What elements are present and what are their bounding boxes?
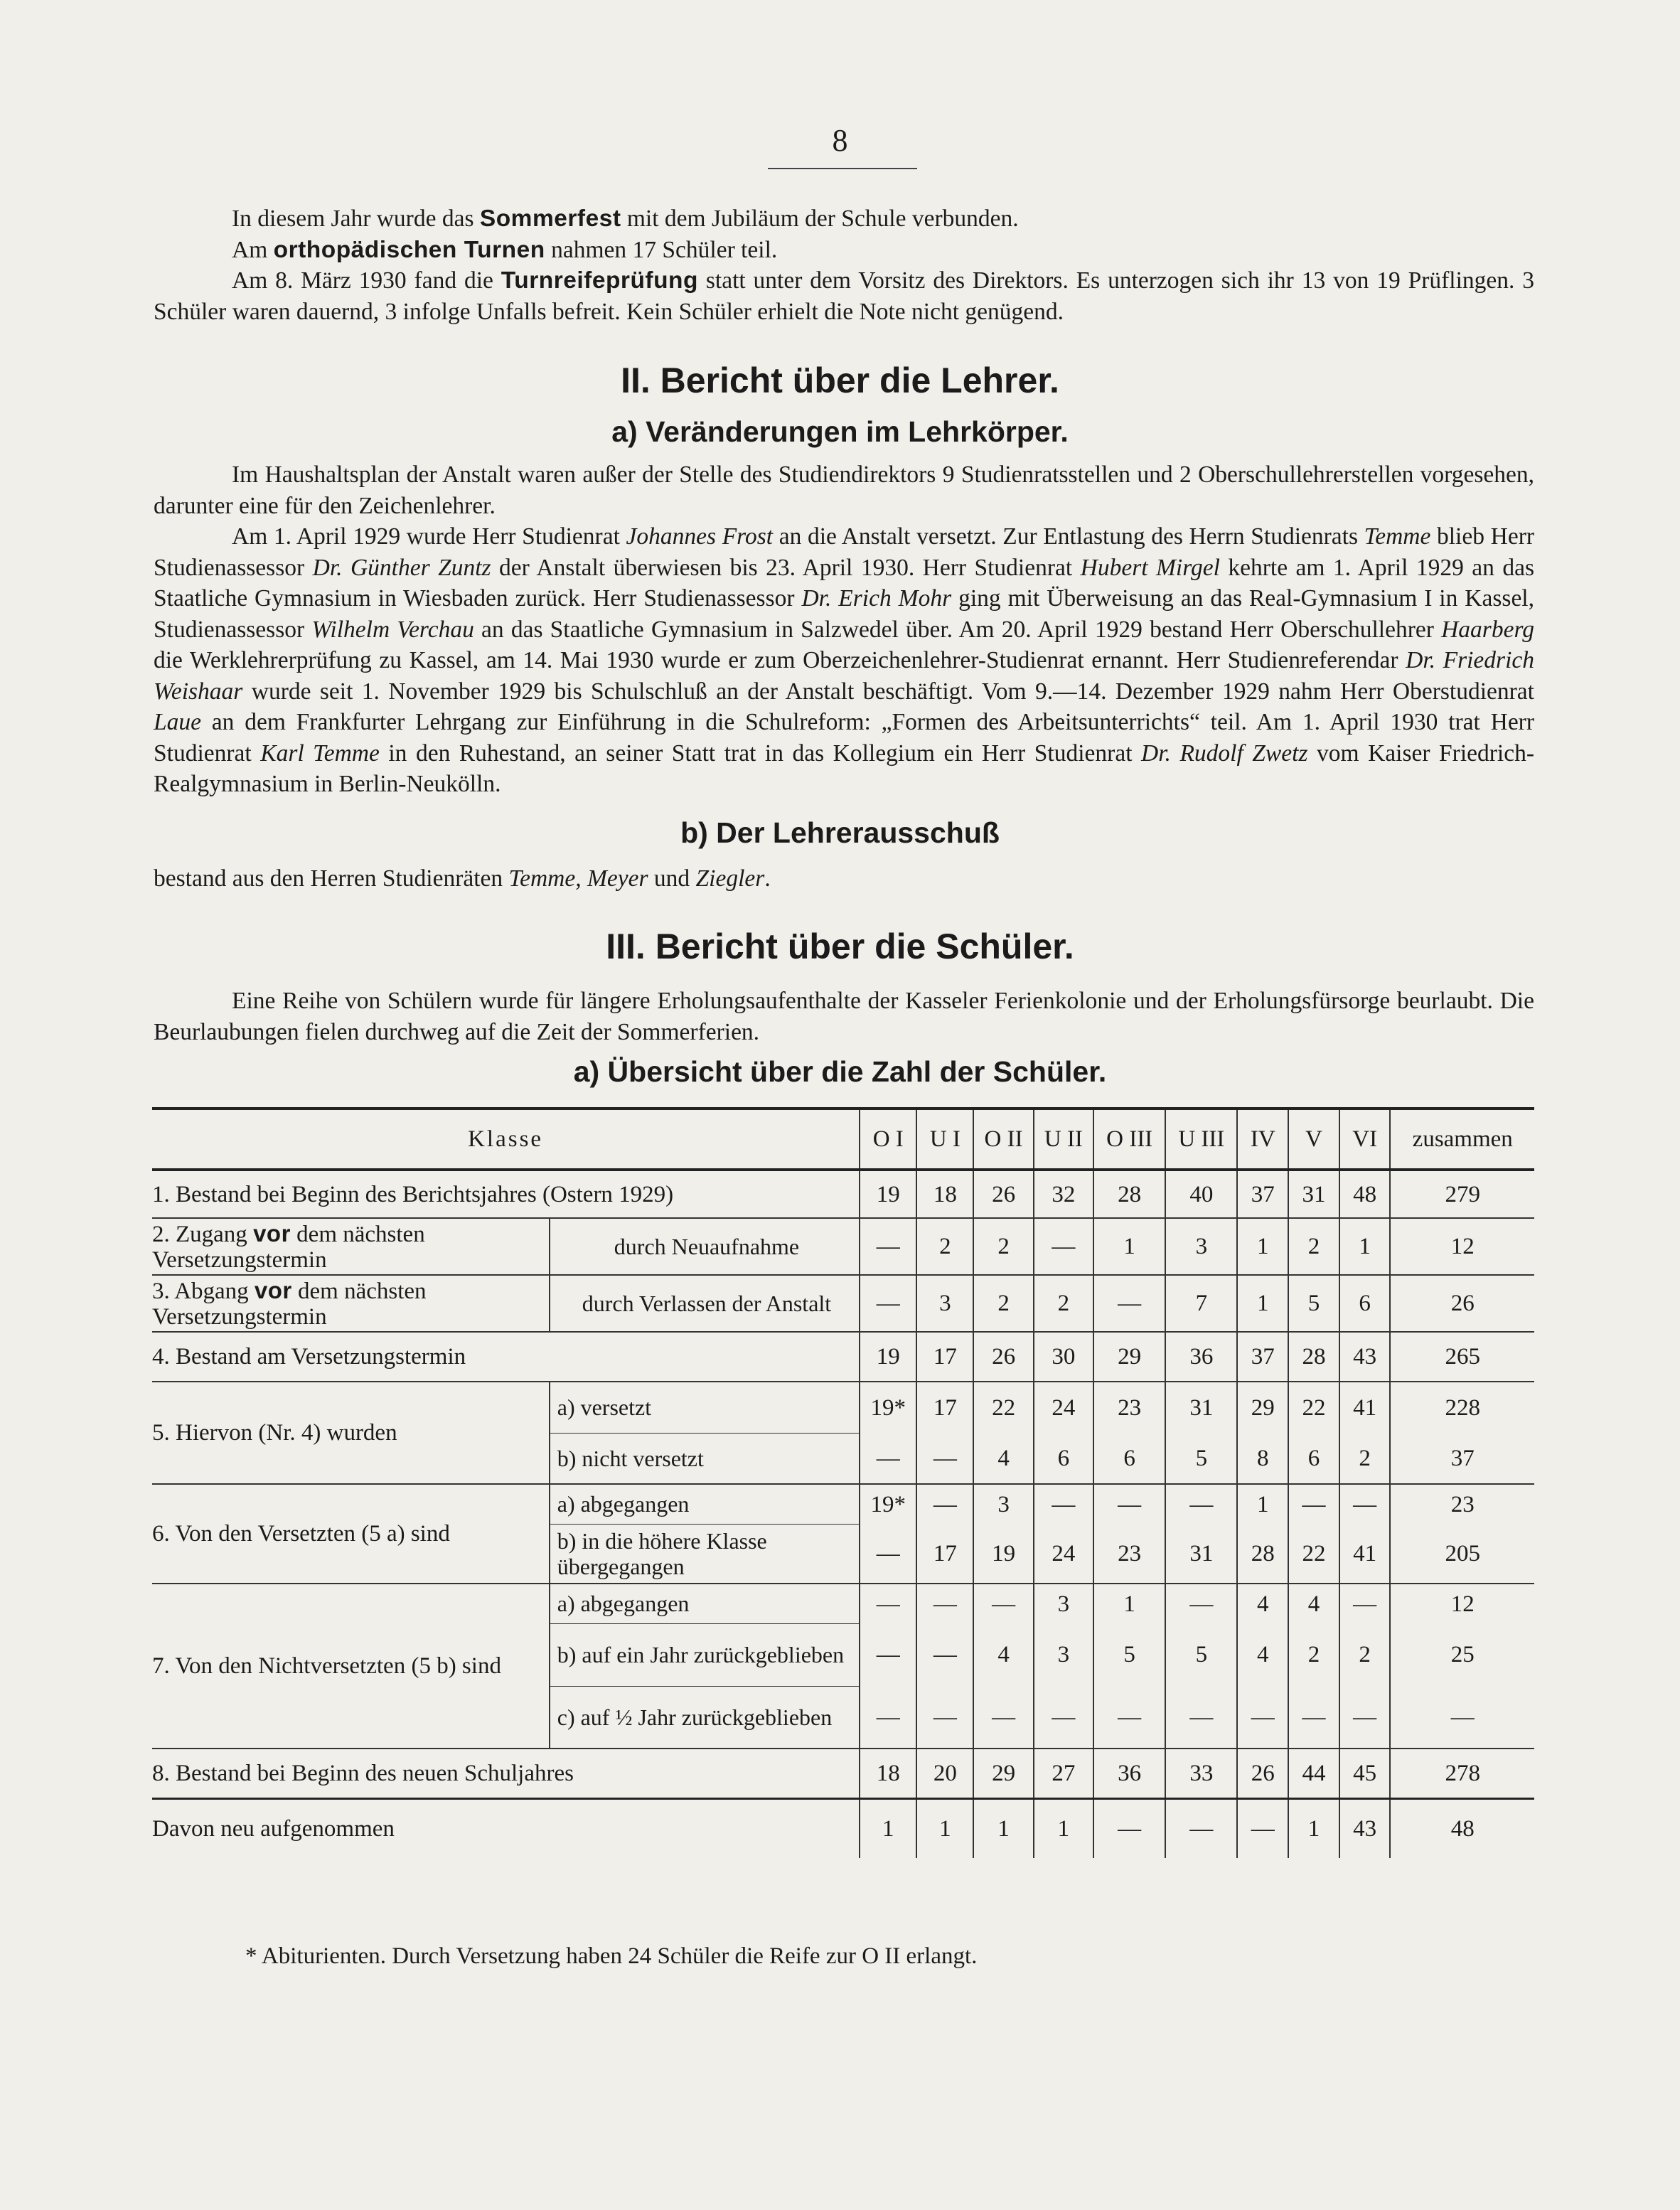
cell: 28: [1237, 1524, 1288, 1584]
cell: 28: [1288, 1332, 1339, 1382]
cell: 19: [860, 1170, 916, 1218]
intro-sentence-2: Am orthopädischen Turnen nahmen 17 Schüler teil.: [232, 236, 778, 263]
row-sublabel: durch Verlassen der Anstalt: [550, 1275, 860, 1332]
section-2-para-2: Am 1. April 1929 wurde Herr Studienrat Johannes Frost an die Anstalt versetzt. Zur Entlastung des Herrn Studienrats Temme blieb Herr Studienassessor Dr. Günther Zuntz der Anstalt überwiesen bis 23. April 1930. Herr Studienrat Hubert Mirgel kehrte am 1. April 1929 an das Staatliche Gymnasium in Wiesbaden zurück. Herr Studienassessor Dr. Erich Mohr ging mit Überweisung an das Real-Gymnasium I in Kassel, Studienassessor Wilhelm Verchau an das Staatliche Gymnasium in Salzwedel über. Am 20. April 1929 bestand Herr Oberschullehrer Haarberg die Werklehrerprüfung zu Kassel, am 14. Mai 1930 wurde er zum Oberzeichenlehrer-Studienrat ernannt. Herr Studienreferendar Dr. Friedrich Weishaar wurde seit 1. November 1929 bis Schulschluß an der Anstalt beschäftigt. Vom 9.—14. Dezember 1929 nahm Herr Oberstudienrat Laue an dem Frankfurter Lehrgang zur Einführung in die Schulreform: „Formen des Arbeitsunterrichts“ teil. Am 1. April 1930 trat Herr Studienrat Karl Temme in den Ruhestand, an seiner Statt trat in das Kollegium ein Herr Studienrat Dr. Rudolf Zwetz vom Kaiser Friedrich-Realgymnasium in Berlin-Neukölln.: [154, 523, 1535, 797]
cell: 2: [1339, 1433, 1391, 1484]
cell: 1: [1237, 1484, 1288, 1524]
section-2-para-1: Im Haushaltsplan der Anstalt waren außer der Stelle des Studiendirektors 9 Studienratsstellen und 2 Oberschullehrerstellen vorgesehen, darunter eine für den Zeichenlehrer.: [154, 461, 1534, 519]
cell: 12: [1390, 1584, 1534, 1623]
cell: 29: [1237, 1382, 1288, 1433]
cell: —: [1034, 1686, 1093, 1749]
header-klasse: Klasse: [152, 1109, 860, 1170]
cell: —: [1093, 1686, 1165, 1749]
cell: —: [916, 1433, 973, 1484]
cell: 3: [916, 1275, 973, 1332]
cell: 37: [1237, 1332, 1288, 1382]
cell: 19: [973, 1524, 1033, 1584]
cell: 5: [1093, 1623, 1165, 1686]
cell: —: [1034, 1484, 1093, 1524]
cell: 5: [1165, 1623, 1237, 1686]
section-2-title: II. Bericht über die Lehrer.: [621, 361, 1059, 400]
cell: 43: [1339, 1798, 1391, 1858]
cell: 2: [916, 1218, 973, 1275]
cell: 1: [1237, 1218, 1288, 1275]
header-col: O I: [860, 1109, 916, 1170]
cell: 29: [1093, 1332, 1165, 1382]
header-col: U II: [1034, 1109, 1093, 1170]
table-row: [152, 1170, 1534, 1218]
table-row: [152, 1484, 1534, 1524]
row-sublabel: b) nicht versetzt: [550, 1433, 860, 1484]
cell: 1: [973, 1798, 1033, 1858]
cell: —: [1237, 1798, 1288, 1858]
cell: 7: [1165, 1275, 1237, 1332]
cell: —: [1390, 1686, 1534, 1749]
cell: —: [1093, 1484, 1165, 1524]
section-3a-heading: a) Übersicht über die Zahl der Schüler.: [573, 1055, 1107, 1088]
section-2b-heading: b) Der Lehrerausschuß: [680, 816, 1000, 849]
cell: 279: [1390, 1170, 1534, 1218]
row-label: 8. Bestand bei Beginn des neuen Schuljahres: [152, 1760, 574, 1786]
cell: 1: [1093, 1584, 1165, 1623]
cell: 26: [973, 1332, 1033, 1382]
cell: 24: [1034, 1524, 1093, 1584]
table-header-row: [152, 1109, 1534, 1170]
cell: 17: [916, 1382, 973, 1433]
cell: 23: [1093, 1524, 1165, 1584]
cell: 3: [1034, 1584, 1093, 1623]
row-sublabel: c) auf ½ Jahr zurückgeblieben: [550, 1686, 860, 1749]
cell: —: [1165, 1798, 1237, 1858]
section-2b-body: [154, 863, 1534, 895]
cell: 4: [1237, 1584, 1288, 1623]
section-3-para-1: Eine Reihe von Schülern wurde für längere Erholungsaufenthalte der Kasseler Ferienkolonie und der Erholungsfürsorge beurlaubt. Die Beurlaubungen fielen durchweg auf die Zeit der Sommerferien.: [154, 988, 1534, 1045]
row-label: 6. Von den Versetzten (5 a) sind: [152, 1484, 550, 1584]
cell: 45: [1339, 1749, 1391, 1798]
cell: 48: [1390, 1798, 1534, 1858]
cell: 30: [1034, 1332, 1093, 1382]
cell: —: [860, 1433, 916, 1484]
cell: 18: [860, 1749, 916, 1798]
row-label: Davon neu aufgenommen: [152, 1815, 395, 1842]
cell: 23: [1093, 1382, 1165, 1433]
cell: 26: [973, 1170, 1033, 1218]
page-number: 8: [832, 123, 848, 158]
row-sublabel: b) in die höhere Klasse übergegangen: [550, 1524, 860, 1584]
cell: —: [860, 1623, 916, 1686]
table-row: [152, 1218, 1534, 1275]
cell: —: [1165, 1584, 1237, 1623]
cell: 2: [973, 1275, 1033, 1332]
cell: —: [860, 1584, 916, 1623]
cell: 27: [1034, 1749, 1093, 1798]
cell: 8: [1237, 1433, 1288, 1484]
row-sublabel: durch Neuaufnahme: [550, 1218, 860, 1275]
table-row: [152, 1275, 1534, 1332]
cell: 40: [1165, 1170, 1237, 1218]
cell: 26: [1390, 1275, 1534, 1332]
pupil-count-table: [152, 1107, 1534, 1858]
cell: —: [916, 1484, 973, 1524]
cell: 31: [1165, 1382, 1237, 1433]
cell: 20: [916, 1749, 973, 1798]
cell: —: [860, 1686, 916, 1749]
cell: 4: [1288, 1584, 1339, 1623]
cell: —: [1034, 1218, 1093, 1275]
cell: 43: [1339, 1332, 1391, 1382]
cell: 22: [1288, 1524, 1339, 1584]
section-2-body: [154, 459, 1534, 800]
header-col: V: [1288, 1109, 1339, 1170]
header-col: IV: [1237, 1109, 1288, 1170]
cell: 5: [1288, 1275, 1339, 1332]
cell: 18: [916, 1170, 973, 1218]
cell: 19: [860, 1332, 916, 1382]
row-sublabel: b) auf ein Jahr zurückgeblieben: [550, 1623, 860, 1686]
cell: 2: [1288, 1623, 1339, 1686]
row-label: 7. Von den Nichtversetzten (5 b) sind: [152, 1584, 550, 1749]
cell: —: [860, 1218, 916, 1275]
cell: 6: [1093, 1433, 1165, 1484]
cell: 5: [1165, 1433, 1237, 1484]
cell: —: [916, 1623, 973, 1686]
cell: —: [973, 1584, 1033, 1623]
cell: 37: [1237, 1170, 1288, 1218]
cell: 41: [1339, 1524, 1391, 1584]
page-number-rule: [768, 168, 917, 169]
cell: 3: [1165, 1218, 1237, 1275]
cell: 32: [1034, 1170, 1093, 1218]
cell: —: [1288, 1686, 1339, 1749]
table-row: [152, 1584, 1534, 1623]
intro-sentence-3: Am 8. März 1930 fand die Turnreifeprüfung statt unter dem Vorsitz des Direktors. Es unterzogen sich ihr 13 von 19 Prüflingen. 3 Schüler waren dauernd, 3 infolge Unfalls befreit. Kein Schüler erhielt die Note nicht genügend.: [154, 267, 1534, 325]
cell: —: [1093, 1275, 1165, 1332]
cell: 1: [1237, 1275, 1288, 1332]
cell: 29: [973, 1749, 1033, 1798]
table-row: [152, 1332, 1534, 1382]
table-row: [152, 1749, 1534, 1798]
cell: 44: [1288, 1749, 1339, 1798]
row-sublabel: a) versetzt: [550, 1382, 860, 1433]
cell: 24: [1034, 1382, 1093, 1433]
cell: —: [1339, 1584, 1391, 1623]
cell: 31: [1165, 1524, 1237, 1584]
header-col: U III: [1165, 1109, 1237, 1170]
cell: —: [916, 1584, 973, 1623]
header-col: O III: [1093, 1109, 1165, 1170]
row-label: 3. Abgang vor dem nächsten Versetzungstermin: [152, 1275, 550, 1332]
cell: 205: [1390, 1524, 1534, 1584]
cell: 33: [1165, 1749, 1237, 1798]
cell: —: [1165, 1484, 1237, 1524]
cell: 37: [1390, 1433, 1534, 1484]
section-3-body: [154, 986, 1534, 1047]
cell: 2: [1288, 1218, 1339, 1275]
section-3-title: III. Bericht über die Schüler.: [606, 927, 1074, 966]
cell: 1: [916, 1798, 973, 1858]
cell: 4: [1237, 1623, 1288, 1686]
cell: —: [860, 1524, 916, 1584]
header-col: zusammen: [1390, 1109, 1534, 1170]
cell: —: [973, 1686, 1033, 1749]
cell: 41: [1339, 1382, 1391, 1433]
cell: 1: [1339, 1218, 1391, 1275]
cell: 1: [1288, 1798, 1339, 1858]
cell: 36: [1165, 1332, 1237, 1382]
cell: 19*: [860, 1484, 916, 1524]
cell: —: [1237, 1686, 1288, 1749]
cell: 31: [1288, 1170, 1339, 1218]
cell: 4: [973, 1623, 1033, 1686]
cell: 2: [1034, 1275, 1093, 1332]
cell: 36: [1093, 1749, 1165, 1798]
cell: 265: [1390, 1332, 1534, 1382]
cell: 26: [1237, 1749, 1288, 1798]
table-footnote: * Abiturienten. Durch Versetzung haben 24 Schüler die Reife zur O II erlangt.: [245, 1943, 978, 1969]
cell: 19*: [860, 1382, 916, 1433]
cell: 6: [1288, 1433, 1339, 1484]
cell: 17: [916, 1332, 973, 1382]
cell: 28: [1093, 1170, 1165, 1218]
table-row: [152, 1382, 1534, 1433]
cell: 12: [1390, 1218, 1534, 1275]
cell: 25: [1390, 1623, 1534, 1686]
table-row: [152, 1798, 1534, 1858]
section-2a-heading: a) Veränderungen im Lehrkörper.: [611, 415, 1069, 448]
cell: —: [916, 1686, 973, 1749]
cell: 23: [1390, 1484, 1534, 1524]
cell: 48: [1339, 1170, 1391, 1218]
cell: 2: [1339, 1623, 1391, 1686]
cell: —: [1165, 1686, 1237, 1749]
header-col: U I: [916, 1109, 973, 1170]
intro-block: [154, 203, 1534, 327]
cell: 1: [1093, 1218, 1165, 1275]
cell: 1: [1034, 1798, 1093, 1858]
row-label: 1. Bestand bei Beginn des Berichtsjahres (Ostern 1929): [152, 1170, 860, 1218]
cell: —: [1288, 1484, 1339, 1524]
intro-sentence-1: In diesem Jahr wurde das Sommerfest mit dem Jubiläum der Schule verbunden.: [232, 205, 1019, 232]
header-col: VI: [1339, 1109, 1391, 1170]
row-sublabel: a) abgegangen: [550, 1484, 860, 1524]
row-label: 5. Hiervon (Nr. 4) wurden: [152, 1382, 550, 1484]
row-label: 4. Bestand am Versetzungstermin: [152, 1332, 860, 1382]
cell: —: [860, 1275, 916, 1332]
cell: 22: [973, 1382, 1033, 1433]
row-label: 2. Zugang vor dem nächsten Versetzungstermin: [152, 1218, 550, 1275]
cell: 3: [973, 1484, 1033, 1524]
cell: 3: [1034, 1623, 1093, 1686]
row-sublabel: a) abgegangen: [550, 1584, 860, 1623]
cell: 278: [1390, 1749, 1534, 1798]
cell: 6: [1034, 1433, 1093, 1484]
cell: —: [1093, 1798, 1165, 1858]
header-col: O II: [973, 1109, 1033, 1170]
cell: 1: [860, 1798, 916, 1858]
section-2b-para: bestand aus den Herren Studienräten Temme, Meyer und Ziegler.: [154, 865, 771, 892]
cell: 2: [973, 1218, 1033, 1275]
cell: —: [1339, 1484, 1391, 1524]
cell: 17: [916, 1524, 973, 1584]
cell: 6: [1339, 1275, 1391, 1332]
cell: —: [1339, 1686, 1391, 1749]
cell: 22: [1288, 1382, 1339, 1433]
cell: 4: [973, 1433, 1033, 1484]
cell: 228: [1390, 1382, 1534, 1433]
